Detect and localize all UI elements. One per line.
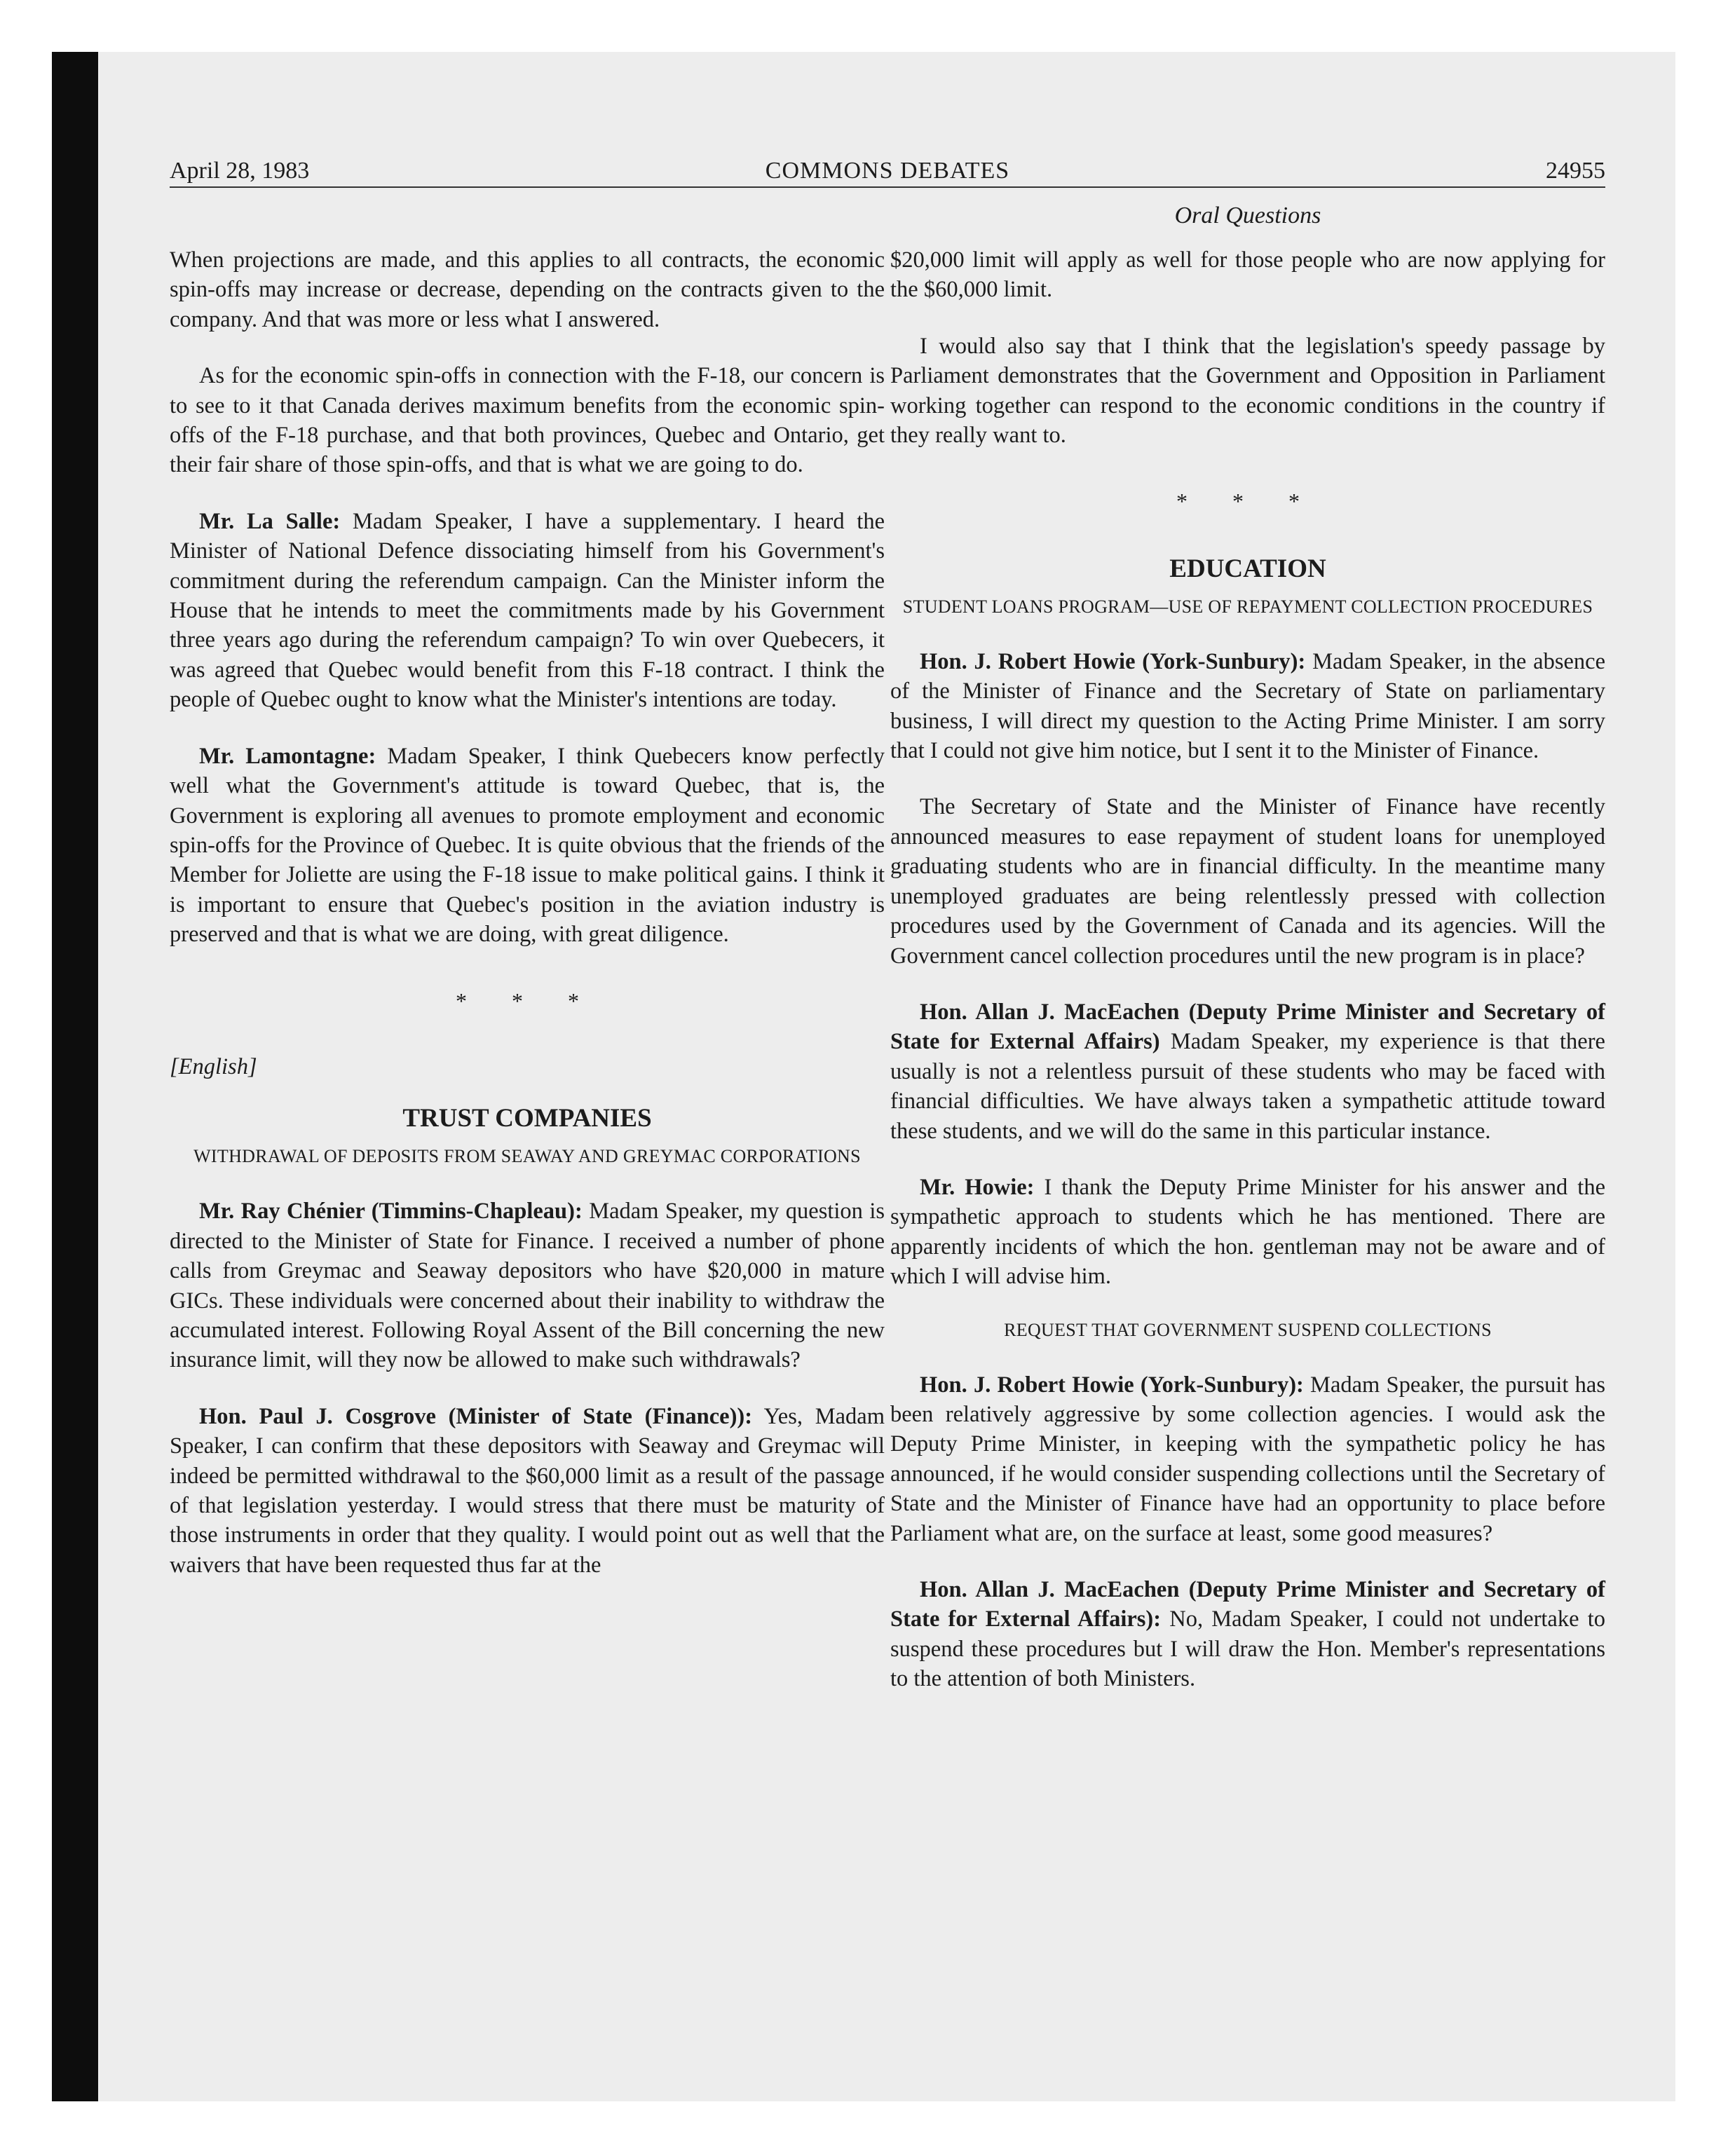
speech-text: Yes, Madam Speaker, I can confirm that these depositors with Seaway and Greymac will indeed be permitted withdrawal to the $60,000 limit as a result of the passage of that legislation yesterday. I would stress that there must be maturity of those instruments in order that they quality. I would point out as well that the waivers that have been requested thus far at the <box>170 1403 885 1578</box>
speech-text: Madam Speaker, the pursuit has been relatively aggressive by some collection agencies. I would ask the Deputy Prime Minister, in keeping with the sympathetic policy he has announced, if he would consider suspending collections until the Secretary of State and the Minister of Finance have had an opportunity to place before Parliament what are, on the surface at least, some good measures? <box>890 1372 1605 1546</box>
scan-edge-bar <box>52 52 98 2101</box>
language-note: [English] <box>170 1053 257 1079</box>
left-column <box>170 245 885 1606</box>
speech <box>890 997 1605 1146</box>
speech <box>890 1575 1605 1694</box>
speaker-name: Mr. Ray Chénier (Timmins-Chapleau): <box>199 1199 583 1224</box>
speech <box>170 742 885 950</box>
running-head: Oral Questions <box>1174 203 1321 228</box>
paragraph: The Secretary of State and the Minister of Finance have recently announced measures to ease repayment of student loans for unemployed graduating students who are in financial difficulty. In the meantime many unemployed graduates are being relentlessly pressed with collection procedures used by the Government of Canada and its agencies. Will the Government cancel collection procedures until the new program is in place? <box>890 794 1605 969</box>
speech <box>890 1370 1605 1548</box>
section-title: EDUCATION <box>1169 554 1326 583</box>
speaker-name: Mr. Lamontagne: <box>199 743 376 769</box>
page-header <box>170 154 1605 188</box>
header-rule <box>170 186 1605 188</box>
speech <box>170 507 885 715</box>
section-separator: * * * <box>456 988 599 1014</box>
speech <box>890 1173 1605 1292</box>
subsection-title: STUDENT LOANS PROGRAM—USE OF REPAYMENT COLLECTION PROCEDURES <box>902 596 1593 617</box>
speech <box>890 647 1605 766</box>
speech-text: Madam Speaker, my question is directed to the Minister of State for Finance. I received a number of phone calls from Greymac and Seaway depositors who have $20,000 in mature GICs. These individuals were concerned about their inability to withdraw the accumulated interest. Following Royal Assent of the Bill concerning the new insurance limit, will they now be allowed to make such withdrawals? <box>170 1199 885 1373</box>
speaker-name: Hon. Paul J. Cosgrove (Minister of State (Finance)): <box>199 1403 753 1429</box>
paragraph: As for the economic spin-offs in connection with the F-18, our concern is to see to it that Canada derives maximum benefits from the economic spin-offs of the F-18 purchase, and that both provinces, Quebec and Ontario, get their fair share of those spin-offs, and that is what we are going to do. <box>170 363 885 478</box>
speaker-name: Hon. Allan J. MacEachen (Deputy Prime Minister and Secretary of State for External Affairs) <box>890 999 1605 1055</box>
section-separator: * * * <box>1176 489 1319 514</box>
speaker-name: Mr. Howie: <box>920 1174 1035 1200</box>
paragraph: When projections are made, and this applies to all contracts, the economic spin-offs may increase or decrease, depending on the contracts given to the company. And that was more or less what I answered. <box>170 247 885 332</box>
speaker-name: Mr. La Salle: <box>199 508 341 534</box>
paragraph: I would also say that I think that the legislation's speedy passage by Parliament demonstrates that the Government and Opposition in Parliament working together can respond to the economic conditions in the country if they really want to. <box>890 333 1605 449</box>
speech-text: Madam Speaker, my experience is that there usually is not a relentless pursuit of these students who may be faced with financial difficulties. We have always taken a sympathetic attitude toward these students, and we will do the same in this particular instance. <box>890 1029 1605 1144</box>
subsection-title: WITHDRAWAL OF DEPOSITS FROM SEAWAY AND GREYMAC CORPORATIONS <box>193 1146 861 1167</box>
right-column <box>890 245 1605 1721</box>
speech-text: Madam Speaker, I think Quebecers know perfectly well what the Government's attitude is toward Quebec, that is, the Government is exploring all avenues to promote employment and economic spin-offs for the Province of Quebec. It is quite obvious that the friends of the Member for Joliette are using the F-18 issue to make political gains. I think it is important to ensure that Quebec's position in the aviation industry is preserved and that is what we are doing, with great diligence. <box>170 743 885 948</box>
speech-text: I thank the Deputy Prime Minister for his answer and the sympathetic approach to students which he has mentioned. There are apparently incidents of which the hon. gentleman may not be aware and of which I will advise him. <box>890 1174 1605 1290</box>
subsection-title: REQUEST THAT GOVERNMENT SUSPEND COLLECTIONS <box>1004 1319 1492 1340</box>
speaker-name: Hon. J. Robert Howie (York-Sunbury): <box>920 648 1306 674</box>
section-title: TRUST COMPANIES <box>402 1104 652 1133</box>
speech-text: No, Madam Speaker, I could not undertake to suspend these procedures but I will draw the Hon. Member's representations to the attention of both Ministers. <box>890 1606 1605 1692</box>
speech <box>170 1402 885 1580</box>
speaker-name: Hon. J. Robert Howie (York-Sunbury): <box>920 1372 1304 1398</box>
paragraph: $20,000 limit will apply as well for those people who are now applying for the $60,000 limit. <box>890 247 1605 303</box>
header-publication: COMMONS DEBATES <box>765 158 1010 184</box>
header-date: April 28, 1983 <box>170 158 310 184</box>
speaker-name: Hon. Allan J. MacEachen (Deputy Prime Minister and Secretary of State for External Affairs): <box>890 1577 1605 1632</box>
speech <box>170 1196 885 1374</box>
speech-text: Madam Speaker, in the absence of the Minister of Finance and the Secretary of State on parliamentary business, I will direct my question to the Acting Prime Minister. I am sorry that I could not give him notice, but I sent it to the Minister of Finance. <box>890 648 1605 764</box>
speech-text: Madam Speaker, I have a supplementary. I heard the Minister of National Defence dissociating himself from his Government's commitment during the referendum campaign. Can the Minister inform the House that he intends to meet the commitments made by his Government three years ago during the referendum campaign? To win over Quebecers, it was agreed that Quebec would benefit from this F-18 contract. I think the people of Quebec ought to know what the Minister's intentions are today. <box>170 508 885 713</box>
header-page-number: 24955 <box>1546 158 1605 184</box>
